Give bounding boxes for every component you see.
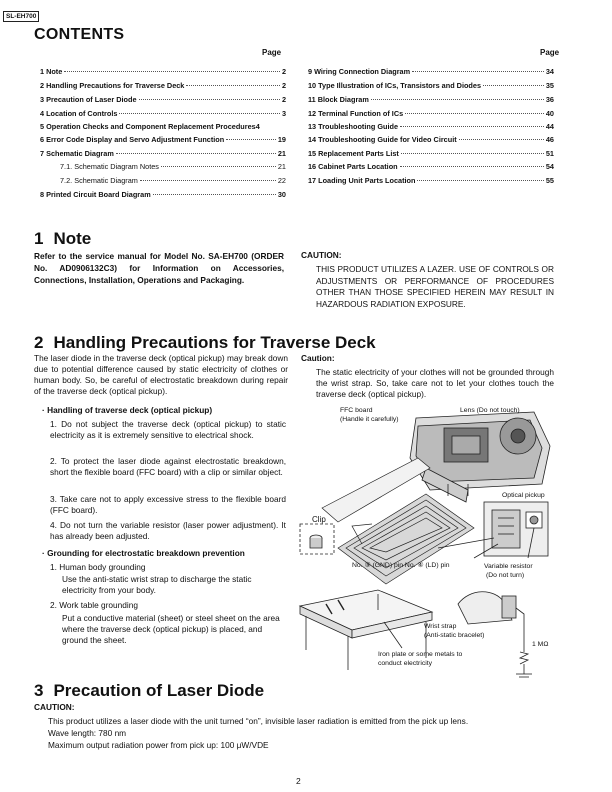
list-item: 1. Do not subject the traverse deck (optical pickup) to static electricity as it is extremely sensitive to electrical shock. xyxy=(50,419,286,440)
figure-label-iron-plate: Iron plate or some metals to xyxy=(378,651,463,658)
page-number: 2 xyxy=(296,776,301,786)
figure-label-variable-resistor: Variable resistor xyxy=(484,563,533,570)
list-item: 1. Human body grounding xyxy=(50,562,146,572)
figure-label-ffc: FFC board xyxy=(340,407,373,414)
handling-caution-label: Caution: xyxy=(301,353,335,363)
figure-label-clip: Clip xyxy=(312,515,326,524)
list-item: 4. Do not turn the variable resistor (laser power adjustment). It has already been adjusted. xyxy=(50,520,286,541)
handling-intro: The laser diode in the traverse deck (optical pickup) may break down due to potential difference caused by static electricity of clothes or human body. So, be careful of electrostatic breakdown during repair of the traverse deck (optical pickup). xyxy=(34,353,288,396)
toc-page-heading-right: Page xyxy=(540,48,560,57)
toc-entry[interactable]: 17 Loading Unit Parts Location 55 xyxy=(308,176,554,185)
toc-entry[interactable]: 16 Cabinet Parts Location 54 xyxy=(308,162,554,171)
handling-sub1-title: · Handling of traverse deck (optical pickup) xyxy=(42,405,213,415)
figure-label-wrist-strap-note: (Anti-static bracelet) xyxy=(424,632,485,639)
figure-label-variable-resistor-note: (Do not turn) xyxy=(486,572,525,579)
list-item: 2. To protect the laser diode against electrostatic breakdown, short the flexible board (FFC board) with a clip or similar object. xyxy=(50,456,286,477)
toc-entry[interactable]: 11 Block Diagram 36 xyxy=(308,95,554,104)
figure-label-ffc-note: (Handle it carefully) xyxy=(340,416,399,423)
list-item-text: Use the anti-static wrist strap to discharge the static electricity from your body. xyxy=(62,574,252,595)
traverse-deck-figure xyxy=(298,398,560,688)
toc-entry[interactable]: 10 Type Illustration of ICs, Transistors and Diodes 35 xyxy=(308,81,554,90)
toc-entry[interactable]: 8 Printed Circuit Board Diagram 30 xyxy=(40,190,286,199)
laser-line: Wave length: 780 nm xyxy=(48,728,127,738)
figure-label-optical-pickup: Optical pickup xyxy=(502,492,545,499)
toc-entry[interactable]: 4 Location of Controls 3 xyxy=(40,109,286,118)
toc-entry[interactable]: 15 Replacement Parts List 51 xyxy=(308,149,554,158)
toc-entry[interactable]: 14 Troubleshooting Guide for Video Circuit 46 xyxy=(308,135,554,144)
toc-entry[interactable]: 9 Wiring Connection Diagram 34 xyxy=(308,67,554,76)
toc-entry[interactable]: 7 Schematic Diagram 21 xyxy=(40,149,286,158)
toc-page-heading-left: Page xyxy=(262,48,282,57)
handling-sub2-title: · Grounding for electrostatic breakdown prevention xyxy=(42,548,245,558)
toc-entry[interactable]: 6 Error Code Display and Servo Adjustment Function 19 xyxy=(40,135,286,144)
list-item: 3. Take care not to apply excessive stress to the flexible board (FFC board). xyxy=(50,494,286,515)
laser-line: This product utilizes a laser diode with the unit turned “on”, invisible laser radiation is emitted from the pick up lens. xyxy=(48,716,469,726)
figure-label-iron-plate-2: conduct electricity xyxy=(378,660,433,667)
toc-subentry[interactable]: 7.1. Schematic Diagram Notes 21 xyxy=(60,162,286,171)
toc-subentry[interactable]: 7.2. Schematic Diagram 22 xyxy=(60,176,286,185)
figure-label-lens: Lens (Do not touch) xyxy=(460,407,520,414)
toc-entry[interactable]: 2 Handling Precautions for Traverse Deck 2 xyxy=(40,81,286,90)
toc-entry[interactable]: 12 Terminal Function of ICs 40 xyxy=(308,109,554,118)
figure-label-pins: No. ⑤ (GND) pin No. ④ (LD) pin xyxy=(352,562,450,569)
traverse-deck-illustration xyxy=(410,412,550,502)
section-title-handling: 2 Handling Precautions for Traverse Deck xyxy=(34,333,376,352)
clip-illustration xyxy=(300,524,334,554)
toc-entry[interactable]: 13 Troubleshooting Guide 44 xyxy=(308,122,554,131)
section-title-note: 1 Note xyxy=(34,229,92,248)
note-caution-label: CAUTION: xyxy=(301,250,342,260)
figure-label-resistor: 1 MΩ xyxy=(532,641,549,648)
contents-title: CONTENTS xyxy=(34,26,125,43)
list-item: 2. Work table grounding xyxy=(50,600,138,610)
toc-entry[interactable]: 3 Precaution of Laser Diode 2 xyxy=(40,95,286,104)
model-tag: SL-EH700 xyxy=(3,11,39,22)
laser-caution-label: CAUTION: xyxy=(34,702,75,712)
note-caution-text: THIS PRODUCT UTILIZES A LAZER. USE OF CONTROLS OR ADJUSTMENTS OR PERFORMANCE OF PROCEDURES OTHER THAN THOSE SPECIFIED HEREIN MAY RESULT IN HAZARDOUS RADIATION EXPOSURE. xyxy=(316,264,554,309)
figure-label-wrist-strap: Wrist strap xyxy=(424,623,457,630)
laser-line: Maximum output radiation power from pick up: 100 μW/VDE xyxy=(48,740,269,750)
handling-caution-text: The static electricity of your clothes will not be grounded through the wrist strap. So, take care not to let your clothes touch the traverse deck (optical pickup). xyxy=(316,367,554,399)
list-item-text: Put a conductive material (sheet) or steel sheet on the area where the traverse deck (optical pickup) is placed, and ground the sheet. xyxy=(62,613,280,645)
section-title-laser: 3 Precaution of Laser Diode xyxy=(34,681,265,700)
toc-entry[interactable]: 1 Note 2 xyxy=(40,67,286,76)
note-text: Refer to the service manual for Model No. SA-EH700 (ORDER No. AD0906132C3) for Information on Accessories, Connections, Installation, Operations and Packaging. xyxy=(34,251,284,285)
toc-entry[interactable]: 5 Operation Checks and Component Replacement Procedures 4 xyxy=(40,122,260,131)
